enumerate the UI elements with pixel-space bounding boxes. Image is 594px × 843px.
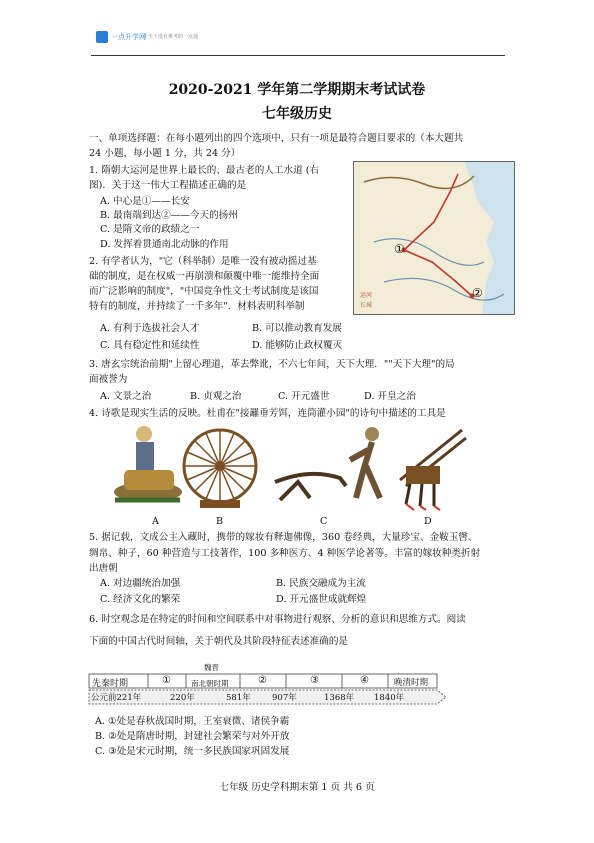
q5-option-a[interactable]: A. 对边疆统治加强 [100, 578, 181, 589]
timeline-year-1368: 1368年 [324, 693, 355, 703]
q4-label-b[interactable]: B [216, 516, 224, 527]
canal-map-svg [354, 162, 514, 314]
q3-option-d[interactable]: D. 开皇之治 [364, 391, 416, 402]
q6-option-b[interactable]: B. ②处是隋唐时期，封建社会繁荣与对外开放 [95, 731, 290, 742]
timeline-year-220: 220年 [170, 693, 195, 703]
q3-option-c[interactable]: C. 开元盛世 [278, 391, 330, 402]
q4-stem: 4. 诗歌是现实生活的反映。杜甫在"接䍦垂芳饵，连筒灌小园"的诗句中描述的工具是 [89, 408, 446, 419]
q3-option-a[interactable]: A. 文景之治 [100, 391, 152, 402]
q1-stem: 1. 隋朝大运河是世界上最长的、最古老的人工水道 (右 [89, 165, 320, 176]
timeline-late-qing: 晚清时期 [394, 678, 429, 688]
timeline-slot-4: ④ [360, 675, 369, 686]
timeline-weijin: 魏晋 [204, 663, 219, 672]
q5-stem-1: 5. 据记载，文成公主入藏时，携带的嫁妆有释迦佛像，360 卷经典，大量珍宝、金鞍玉辔、 [89, 532, 478, 543]
q1-option-b[interactable]: B. 最南端到达②——今天的扬州 [100, 210, 238, 221]
map-legend-wall: 长城 [360, 302, 373, 309]
canal-map [353, 161, 515, 315]
q5-option-d[interactable]: D. 开元盛世成就辉煌 [276, 594, 367, 605]
tool-a-icon [114, 426, 182, 502]
timeline-year-221bc: 公元前221年 [91, 693, 142, 703]
q2-option-b[interactable]: B. 可以推动教育发展 [252, 323, 342, 334]
q1-stem-2: 图)．关于这一伟大工程描述正确的是 [89, 180, 247, 191]
timeline-pre-qin: 先秦时期 [92, 679, 129, 689]
q2-option-c[interactable]: C. 具有稳定性和延续性 [100, 340, 200, 351]
q2-stem-4: 特有的制度，并持续了一千多年"．材料表明科举制 [89, 301, 305, 312]
q3-option-b[interactable]: B. 贞观之治 [190, 391, 242, 402]
logo-icon [96, 31, 108, 43]
map-label-2: ② [472, 286, 483, 300]
header-divider [91, 55, 505, 56]
q4-label-d[interactable]: D [424, 516, 432, 527]
page-subtitle: 七年级历史 [262, 106, 332, 122]
map-label-1: ① [394, 242, 405, 256]
q2-option-a[interactable]: A. 有利于选拔社会人才 [100, 323, 200, 334]
q5-stem-2: 绸帛、种子，60 种营造与工技著作，100 多种医方、4 种医学论著等。丰富的嫁妆种类折射 [89, 548, 481, 559]
timeline-slot-2: ② [258, 675, 267, 686]
timeline [88, 663, 448, 708]
q2-stem-1: 2. 有学者认为，"它（科举制）是唯一没有被动摇过基 [89, 256, 317, 267]
timeline-year-1840: 1840年 [374, 693, 405, 703]
logo-text: 一点升学网 [111, 33, 146, 41]
q4-label-a[interactable]: A [152, 516, 159, 527]
section-heading-2: 24 小题，每小题 1 分，共 24 分） [89, 148, 241, 159]
q2-stem-3: 而广泛影响的制度"，"中国竞争性文士考试制度是该国 [89, 286, 319, 297]
map-legend-canal: 运河 [360, 292, 373, 299]
section-heading: 一、单项选择题：在每小题列出的四个选项中，只有一项是最符合题目要求的（本大题共 [89, 133, 464, 144]
timeline-slot-1: ① [162, 675, 171, 686]
q3-stem-2: 面被誉为 [89, 374, 128, 385]
tool-b-icon [184, 430, 256, 508]
q4-tools-illustration [110, 420, 470, 512]
logo-subtext: 让天下没有难考的一点通 [143, 34, 199, 40]
tool-d-icon [400, 430, 466, 510]
q6-option-a[interactable]: A. ①处是春秋战国时期，王室衰微、诸侯争霸 [95, 716, 290, 727]
q6-option-c[interactable]: C. ③处是宋元时期，统一多民族国家巩固发展 [95, 746, 290, 757]
tool-c-icon [275, 427, 380, 500]
q2-stem-2: 础的制度，是在权威一再崩溃和颠覆中唯一能维持全面 [89, 271, 320, 282]
q5-option-c[interactable]: C. 经济文化的繁荣 [100, 594, 181, 605]
q5-stem-3: 出唐朝 [89, 563, 118, 574]
page-title: 2020-2021 学年第二学期期末考试试卷 [168, 82, 426, 98]
q1-option-d[interactable]: D. 发挥着贯通南北动脉的作用 [100, 239, 229, 250]
q1-option-a[interactable]: A. 中心是①——长安 [100, 196, 190, 207]
q3-stem-1: 3. 唐玄宗统治前期"上留心理道，革去弊讹，不六七年间，天下大理．""天下大理"的局 [89, 359, 455, 370]
timeline-year-907: 907年 [272, 693, 297, 703]
q6-stem-2: 下面的中国古代时间轴，关于朝代及其阶段特征表述准确的是 [89, 636, 349, 647]
q2-option-d[interactable]: D. 能够防止政权覆灭 [252, 340, 343, 351]
page-footer: 七年级 历史学科期末第 1 页 共 6 页 [219, 782, 375, 793]
q6-stem-1: 6. 时空观念是在特定的时间和空间联系中对事物进行观察、分析的意识和思维方式。阅读 [89, 614, 466, 625]
timeline-nanbei: 南北朝时期 [191, 679, 229, 688]
q5-option-b[interactable]: B. 民族交融成为主流 [276, 578, 366, 589]
timeline-year-581: 581年 [226, 693, 251, 703]
q4-label-c[interactable]: C [320, 516, 328, 527]
timeline-slot-3: ③ [310, 675, 319, 686]
q1-option-c[interactable]: C. 是隋文帝的政绩之一 [100, 224, 200, 235]
